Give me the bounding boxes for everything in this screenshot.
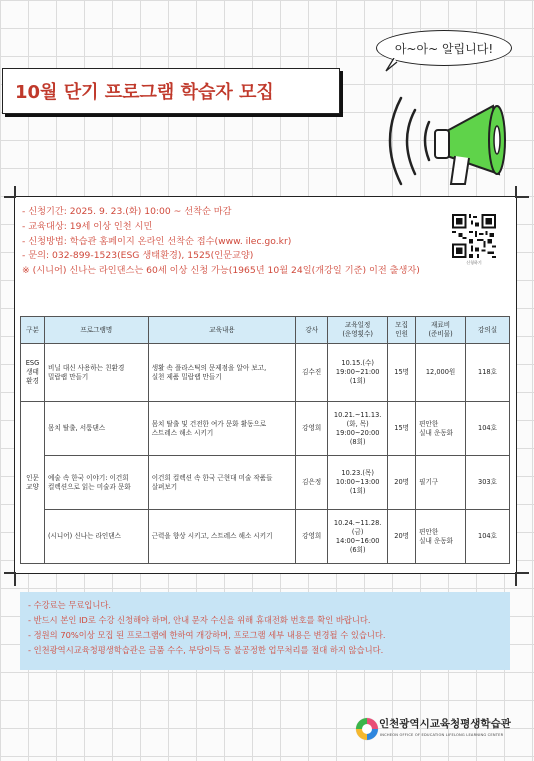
row-fee: 편안한 실내 운동화 (416, 510, 466, 564)
note-item: - 반드시 본인 ID로 수강 신청해야 하며, 안내 문자 수신을 위해 휴대전화 번호를 확인 바랍니다. (28, 615, 371, 625)
row-room: 104호 (466, 510, 510, 564)
row-program: 예술 속 한국 이야기: 이건희 컬렉션으로 읽는 미술과 문화 (44, 456, 148, 510)
frame-corner-line (515, 572, 517, 586)
table-row (21, 456, 510, 510)
row-category: 인문 교양 (21, 402, 45, 564)
row-program: (시니어) 신나는 라인댄스 (44, 510, 148, 564)
row-teacher: 강영희 (296, 510, 328, 564)
row-schedule: 10.24.~11.28.(금) 14:00~16:00 (6회) (328, 510, 388, 564)
bubble-text: 아~아~ 알립니다! (394, 41, 494, 56)
row-teacher: 김은정 (296, 456, 328, 510)
note-item: - 인천광역시교육청평생학습관은 금품 수수, 부당이득 등 불공정한 업무처리를 절대 하지 않습니다. (28, 645, 384, 655)
row-room: 104호 (466, 402, 510, 456)
header-teacher: 강사 (296, 317, 328, 344)
org-name: 인천광역시교육청평생학습관 (379, 718, 511, 730)
row-room: 118호 (466, 344, 510, 402)
row-fee: 12,000원 (416, 344, 466, 402)
row-capacity: 20명 (388, 510, 416, 564)
program-table-wrapper (20, 316, 510, 564)
bubble-tail-icon (384, 58, 398, 72)
row-teacher: 김수진 (296, 344, 328, 402)
row-capacity: 15명 (388, 402, 416, 456)
row-content: 이건희 컬렉션 속 한국 근현대 미술 작품들 살펴보기 (148, 456, 296, 510)
row-program: 몸치 탈출, 서툼댄스 (44, 402, 148, 456)
note-item: - 정원의 70%이상 모집 된 프로그램에 한하여 개강하며, 프로그램 세부 내용은 변경될 수 있습니다. (28, 630, 386, 640)
table-row (21, 510, 510, 564)
header-category: 구분 (21, 317, 45, 344)
row-content: 생활 속 플라스틱의 문제점을 알아 보고, 실천 제품 밀랍랩 만들기 (148, 344, 296, 402)
row-fee: 편안한 실내 운동화 (416, 402, 466, 456)
row-category: ESG 생태 환경 (21, 344, 45, 402)
row-content: 몸치 탈출 및 건전한 여가 문화 활동으로 스트레스 해소 시키기 (148, 402, 296, 456)
title-box (2, 68, 340, 114)
qr-code-icon[interactable] (452, 214, 496, 258)
row-content: 근력을 향상 시키고, 스트레스 해소 시키기 (148, 510, 296, 564)
header-content: 교육내용 (148, 317, 296, 344)
row-fee: 필기구 (416, 456, 466, 510)
header-room: 강의실 (466, 317, 510, 344)
row-capacity: 15명 (388, 344, 416, 402)
notes-box (20, 592, 510, 670)
row-schedule: 10.23.(목) 10:00~13:00 (1회) (328, 456, 388, 510)
info-section (22, 205, 442, 279)
table-header-row (21, 317, 510, 344)
info-apply-method: - 신청방법: 학습관 홈페이지 온라인 선착순 접수(www. ilec.go.kr) (22, 235, 292, 247)
note-item: - 수강료는 무료입니다. (28, 600, 112, 610)
header-fee: 재료비 (준비물) (416, 317, 466, 344)
frame-corner-line (515, 196, 529, 198)
row-program: 비닐 대신 사용하는 친환경 밀랍랩 만들기 (44, 344, 148, 402)
info-senior-note: ※ (시니어) 신나는 라인댄스는 60세 이상 신청 가능(1965년 10월 24일(개강일 기준) 이전 출생자) (22, 265, 420, 277)
row-schedule: 10.21.~11.13.(화, 목) 19:00~20:00 (8회) (328, 402, 388, 456)
program-table (20, 316, 510, 564)
row-schedule: 10.15.(수) 19:00~21:00 (1회) (328, 344, 388, 402)
info-target: - 교육대상: 19세 이상 인천 시민 (22, 220, 153, 232)
header-schedule: 교육일정 (운영횟수) (328, 317, 388, 344)
megaphone-icon (385, 88, 530, 193)
info-apply-period: - 신청기간: 2025. 9. 23.(화) 10:00 ~ 선착순 마감 (22, 206, 232, 217)
row-teacher: 강영희 (296, 402, 328, 456)
table-row (21, 402, 510, 456)
frame-corner-line (14, 572, 16, 586)
org-name-en: INCHEON OFFICE OF EDUCATION LIFELONG LEARNING CENTER (380, 733, 504, 737)
frame-corner-line (14, 186, 16, 198)
qr-label: 신청하기 (466, 260, 482, 265)
row-capacity: 20명 (388, 456, 416, 510)
header-capacity: 모집 인원 (388, 317, 416, 344)
page-title: 10월 단기 프로그램 학습자 모집 (15, 82, 274, 103)
table-row (21, 344, 510, 402)
info-contact: - 문의: 032-899-1523(ESG 생태환경), 1525(인문교양) (22, 250, 254, 262)
frame-corner-line (515, 186, 517, 198)
row-room: 303호 (466, 456, 510, 510)
frame-corner-line (515, 572, 529, 574)
header-program: 프로그램명 (44, 317, 148, 344)
